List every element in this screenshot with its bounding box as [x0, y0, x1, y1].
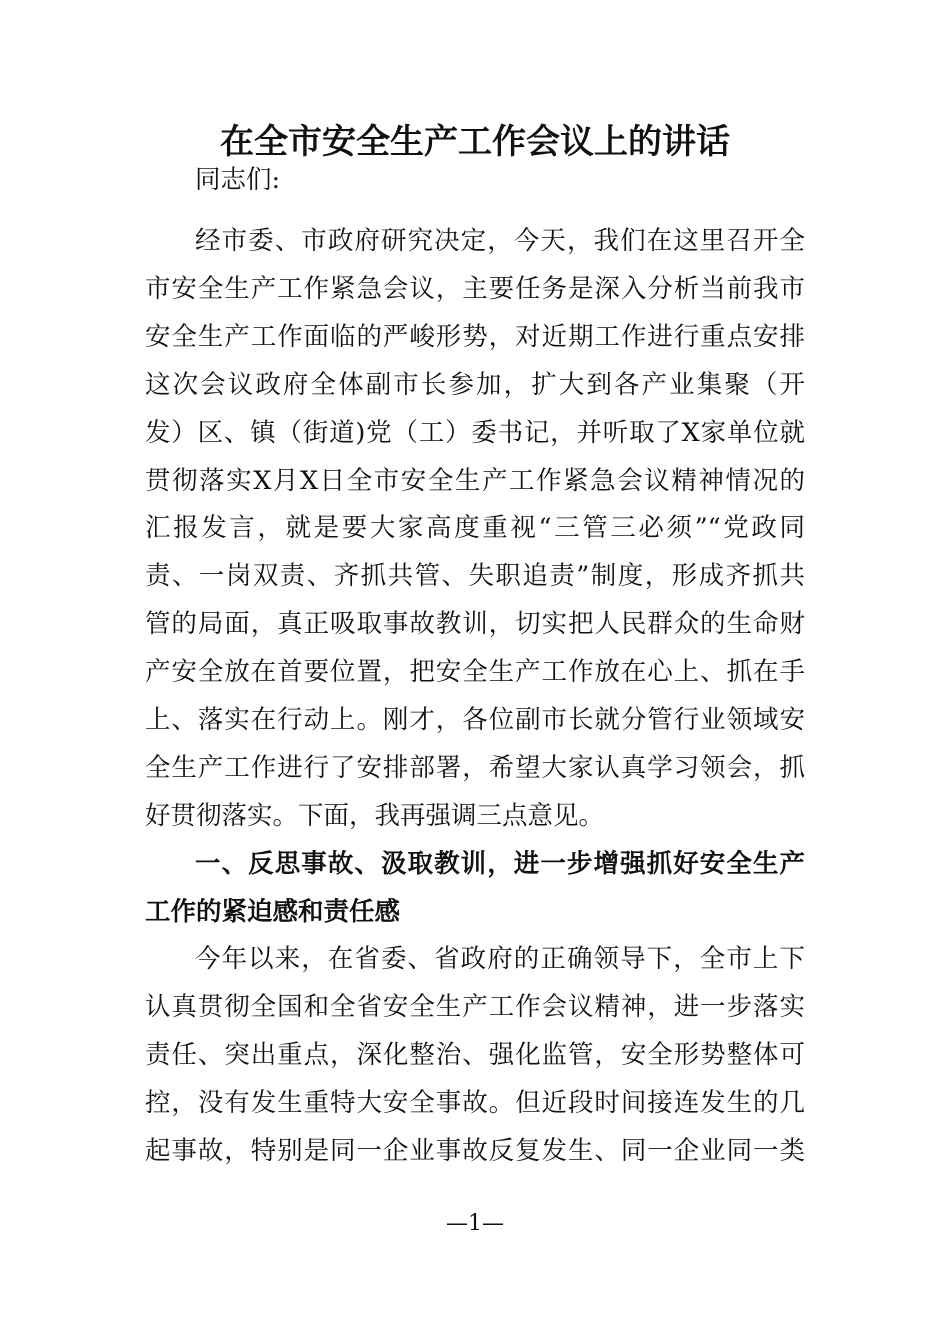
paragraph-line: 市安全生产工作紧急会议，主要任务是深入分析当前我市 — [145, 274, 805, 304]
paragraph-line: 管的局面，真正吸取事故教训，切实把人民群众的生命财 — [145, 609, 805, 639]
paragraph-line: 责任、突出重点，深化整治、强化监管，安全形势整体可 — [145, 1040, 805, 1070]
paragraph-line: 这次会议政府全体副市长参加，扩大到各产业集聚（开 — [145, 370, 805, 400]
paragraph-line: 安全生产工作面临的严峻形势，对近期工作进行重点安排 — [145, 322, 805, 352]
greeting: 同志们: — [195, 165, 281, 195]
paragraph-line: 发）区、镇（街道)党（工）委书记，并听取了X家单位就 — [145, 418, 805, 448]
paragraph-line: 认真贯彻全国和全省安全生产工作会议精神，进一步落实 — [145, 992, 805, 1022]
section-heading-line: 工作的紧迫感和责任感 — [145, 897, 401, 927]
paragraph-line: 产安全放在首要位置，把安全生产工作放在心上、抓在手 — [145, 657, 805, 687]
paragraph-line: 起事故，特别是同一企业事故反复发生、同一企业同一类 — [145, 1136, 805, 1166]
paragraph-line: 上、落实在行动上。刚才，各位副市长就分管行业领域安 — [145, 705, 805, 735]
paragraph-line: 全生产工作进行了安排部署，希望大家认真学习领会，抓 — [145, 753, 805, 783]
paragraph-line: 好贯彻落实。下面，我再强调三点意见。 — [145, 801, 605, 831]
section-heading-line: 一、反思事故、汲取教训，进一步增强抓好安全生产 — [195, 849, 805, 879]
paragraph-line: 责、一岗双责、齐抓共管、失职追责”制度，形成齐抓共 — [145, 561, 805, 591]
paragraph-line: 贯彻落实X月X日全市安全生产工作紧急会议精神情况的 — [145, 466, 805, 496]
paragraph-line: 汇报发言，就是要大家高度重视“三管三必须”“党政同 — [145, 513, 805, 543]
page-number: —1— — [446, 1211, 504, 1236]
paragraph-line: 控，没有发生重特大安全事故。但近段时间接连发生的几 — [145, 1088, 805, 1118]
document-title: 在全市安全生产工作会议上的讲话 — [220, 122, 730, 162]
paragraph-line: 经市委、市政府研究决定，今天，我们在这里召开全 — [195, 226, 805, 256]
paragraph-line: 今年以来，在省委、省政府的正确领导下，全市上下 — [195, 944, 805, 974]
